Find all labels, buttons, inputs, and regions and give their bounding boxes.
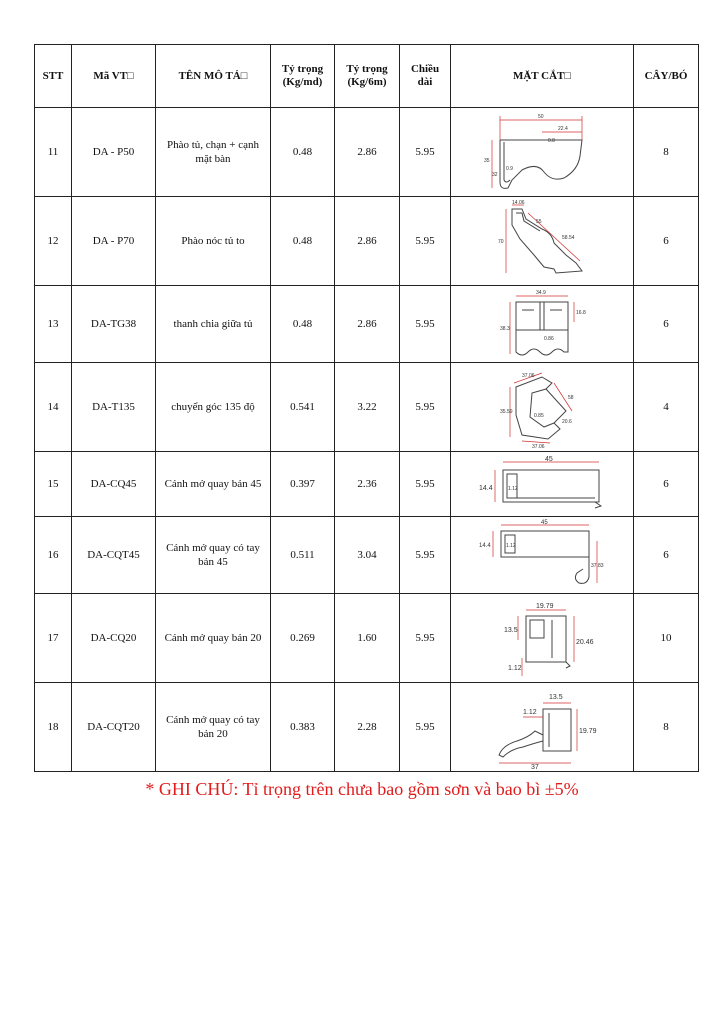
cell-stt: 11 (35, 108, 72, 197)
dim-label: 19.79 (536, 603, 554, 610)
cell-code: DA-CQ20 (72, 594, 156, 683)
profile-drawing-t135 (482, 365, 602, 449)
profile-drawing-cqt45 (477, 519, 607, 591)
table-row (35, 197, 699, 286)
cell-weight-md: 0.48 (271, 108, 335, 197)
cell-section-drawing (451, 197, 634, 286)
cell-weight-md: 0.48 (271, 197, 335, 286)
cell-weight-md: 0.397 (271, 452, 335, 517)
cell-weight-6m: 2.86 (335, 108, 400, 197)
dim-label: 1.12 (523, 709, 537, 716)
cell-length: 5.95 (400, 683, 451, 772)
dim-label: 45 (541, 520, 548, 526)
cell-weight-md: 0.48 (271, 286, 335, 363)
dim-label: 37 (531, 764, 539, 769)
cell-section-drawing (451, 452, 634, 517)
cell-code: DA-CQ45 (72, 452, 156, 517)
dim-label: 50 (538, 114, 544, 120)
table-row (35, 517, 699, 594)
cell-weight-6m: 2.28 (335, 683, 400, 772)
dim-label: 20.6 (562, 419, 572, 425)
cell-code: DA-T135 (72, 363, 156, 452)
dim-label: 38.3 (500, 326, 510, 332)
cell-bundle: 6 (634, 452, 699, 517)
cell-length: 5.95 (400, 286, 451, 363)
cell-weight-6m: 2.86 (335, 197, 400, 286)
cell-bundle: 6 (634, 517, 699, 594)
cell-bundle: 8 (634, 108, 699, 197)
table-row (35, 683, 699, 772)
cell-stt: 14 (35, 363, 72, 452)
header-row (35, 45, 699, 108)
dim-label: 0.86 (544, 336, 554, 342)
cell-length: 5.95 (400, 594, 451, 683)
dim-label: 1.12 (506, 543, 516, 549)
dim-label: 34.9 (536, 290, 546, 296)
cell-length: 5.95 (400, 197, 451, 286)
table-row (35, 363, 699, 452)
table-row (35, 594, 699, 683)
cell-weight-md: 0.511 (271, 517, 335, 594)
profile-drawing-p70 (482, 199, 602, 283)
dim-label: 0.85 (534, 413, 544, 419)
cell-section-drawing (451, 363, 634, 452)
dim-label: 35 (484, 158, 490, 164)
header-name: TÊN MÔ TẢ□ (156, 45, 271, 108)
cell-bundle: 6 (634, 197, 699, 286)
header-code: Mã VT□ (72, 45, 156, 108)
cell-weight-6m: 1.60 (335, 594, 400, 683)
cell-stt: 13 (35, 286, 72, 363)
dim-label: 37.06 (532, 444, 545, 449)
cell-code: DA - P70 (72, 197, 156, 286)
header-section: MẶT CẮT□ (451, 45, 634, 108)
cell-weight-md: 0.541 (271, 363, 335, 452)
cell-name: Phào nóc tủ to (156, 197, 271, 286)
header-length: Chiều dài (400, 45, 451, 108)
cell-name: chuyển góc 135 độ (156, 363, 271, 452)
profile-drawing-cq20 (482, 596, 602, 680)
profile-drawing-cq45 (477, 454, 607, 514)
cell-name: Cánh mở quay bản 20 (156, 594, 271, 683)
profile-drawing-tg38 (482, 288, 602, 360)
cell-code: DA-CQT20 (72, 683, 156, 772)
cell-section-drawing (451, 683, 634, 772)
profile-drawing-cqt20 (477, 685, 607, 769)
dim-label: 1.12 (508, 486, 518, 492)
cell-weight-6m: 2.86 (335, 286, 400, 363)
dim-label: 13.5 (504, 627, 518, 634)
cell-weight-md: 0.269 (271, 594, 335, 683)
dim-label: 22.4 (558, 126, 568, 132)
cell-length: 5.95 (400, 108, 451, 197)
cell-bundle: 8 (634, 683, 699, 772)
dim-label: 20.46 (576, 639, 594, 646)
cell-weight-6m: 2.36 (335, 452, 400, 517)
cell-weight-6m: 3.04 (335, 517, 400, 594)
cell-name: Phào tủ, chạn + cạnh mặt bàn (156, 108, 271, 197)
weight-note: * GHI CHÚ: Tỉ trọng trên chưa bao gồm sơn và bao bì ±5% (145, 779, 579, 799)
dim-label: 70 (498, 239, 504, 245)
cell-bundle: 10 (634, 594, 699, 683)
cell-bundle: 6 (634, 286, 699, 363)
header-bundle: CÂY/BÓ (634, 45, 699, 108)
dim-label: 58 (568, 395, 574, 401)
cell-bundle: 4 (634, 363, 699, 452)
dim-label: 55 (536, 219, 542, 225)
cell-length: 5.95 (400, 363, 451, 452)
header-weight-6m: Tỷ trọng (Kg/6m) (335, 45, 400, 108)
dim-label: 45 (545, 456, 553, 463)
cell-weight-md: 0.383 (271, 683, 335, 772)
cell-section-drawing (451, 286, 634, 363)
dim-label: 37.06 (522, 373, 535, 379)
cell-section-drawing (451, 517, 634, 594)
table-row (35, 452, 699, 517)
table-row (35, 286, 699, 363)
cell-stt: 12 (35, 197, 72, 286)
dim-label: 37.83 (591, 563, 604, 569)
cell-code: DA - P50 (72, 108, 156, 197)
dim-label: 0.8 (548, 138, 555, 144)
cell-name: Cánh mở quay có tay bản 45 (156, 517, 271, 594)
cell-name: thanh chia giữa tủ (156, 286, 271, 363)
cell-name: Cánh mở quay bản 45 (156, 452, 271, 517)
cell-stt: 17 (35, 594, 72, 683)
cell-weight-6m: 3.22 (335, 363, 400, 452)
cell-length: 5.95 (400, 452, 451, 517)
profile-spec-table (34, 44, 699, 772)
cell-stt: 15 (35, 452, 72, 517)
dim-label: 14.4 (479, 485, 493, 492)
dim-label: 0.9 (506, 166, 513, 172)
cell-stt: 18 (35, 683, 72, 772)
dim-label: 58.54 (562, 235, 575, 241)
cell-code: DA-CQT45 (72, 517, 156, 594)
table-row (35, 108, 699, 197)
dim-label: 13.5 (549, 694, 563, 701)
profile-drawing-p50 (482, 110, 602, 194)
cell-length: 5.95 (400, 517, 451, 594)
dim-label: 14.06 (512, 200, 525, 206)
dim-label: 14.4 (479, 543, 491, 549)
cell-section-drawing (451, 108, 634, 197)
dim-label: 16.8 (576, 310, 586, 316)
dim-label: 1.12 (508, 665, 522, 672)
dim-label: 35.59 (500, 409, 513, 415)
cell-code: DA-TG38 (72, 286, 156, 363)
header-weight-md: Tỷ trọng (Kg/md) (271, 45, 335, 108)
cell-stt: 16 (35, 517, 72, 594)
header-stt: STT (35, 45, 72, 108)
cell-name: Cánh mở quay có tay bản 20 (156, 683, 271, 772)
dim-label: 19.79 (579, 728, 597, 735)
cell-section-drawing (451, 594, 634, 683)
dim-label: 32 (492, 172, 498, 178)
